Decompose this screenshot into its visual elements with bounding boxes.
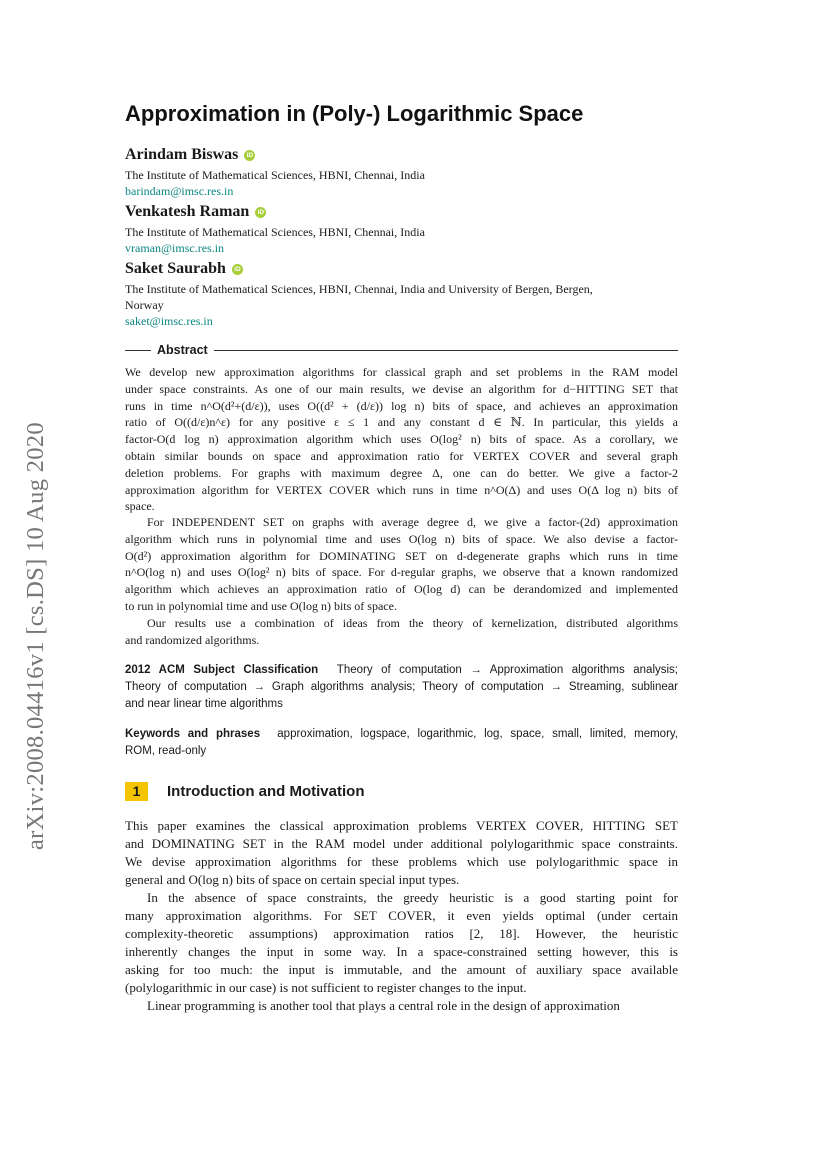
- text-line: and DOMINATING SET in the RAM model under additional polylogarithmic space constraints.: [125, 836, 678, 851]
- author-affiliation: The Institute of Mathematical Sciences, HBNI, Chennai, India: [125, 225, 425, 239]
- text-line: runs in time n^O(d²+(d/ε)), uses O((d² + (d/ε)) log n) bits of space, and achieves an approximation: [125, 398, 678, 413]
- orcid-icon[interactable]: iD: [255, 207, 266, 218]
- text-line: In the absence of space constraints, the greedy heuristic is a good starting point for: [147, 890, 678, 905]
- arxiv-id-text: arXiv:2008.04416v1 [cs.DS] 10 Aug 2020: [22, 422, 49, 850]
- text-line: Linear programming is another tool that plays a central role in the design of approximation: [147, 998, 620, 1013]
- text-line: For INDEPENDENT SET on graphs with average degree d, we give a factor-(2d) approximation: [147, 515, 678, 529]
- text-line: algorithm which achieves an approximation ratio of O(log d) can be derandomized and implemented: [125, 582, 678, 597]
- text-line: Theory of computation → Approximation algorithms analysis;: [336, 664, 679, 676]
- abstract-paragraph: [125, 514, 678, 615]
- text-line: Theory of computation → Graph algorithms analysis; Theory of computation → Streaming, sublinear: [125, 681, 678, 693]
- orcid-icon[interactable]: iD: [244, 150, 255, 161]
- author-name: Venkatesh Raman: [125, 203, 250, 220]
- arxiv-sidebar-stamp: [22, 360, 52, 850]
- text-line: obtain similar bounds on space and approximation ratio for VERTEX COVER and several graph: [125, 448, 678, 463]
- text-line: ROM, read-only: [125, 745, 207, 757]
- text-line: (polylogarithmic in our case) is not sufficient to register changes to the input.: [125, 980, 527, 995]
- intro-paragraph: [125, 889, 678, 997]
- author-block: [125, 145, 685, 199]
- text-line: ratio of O((d/ε)n^ε) for any positive ε ≤ 1 and any constant d ∈ ℕ. In particular, this yields a: [125, 415, 678, 430]
- acm-classification: [125, 660, 678, 713]
- author-email-link[interactable]: barindam@imsc.res.in: [125, 184, 234, 198]
- keywords: [125, 724, 678, 760]
- text-line: O(d²) approximation algorithm for DOMINATING SET on d-degenerate graphs which runs in time: [125, 548, 678, 563]
- acm-label: 2012 ACM Subject Classification: [125, 664, 319, 676]
- author-block: [125, 202, 685, 256]
- intro-paragraph: [125, 997, 678, 1015]
- author-block: [125, 259, 685, 329]
- text-line: deletion problems. For graphs with maximum degree Δ, one can do better. We give a factor-2: [125, 465, 678, 480]
- abstract-paragraph: [125, 364, 678, 515]
- abstract-rule-left: [125, 350, 151, 351]
- text-line: algorithm which runs in polynomial time and uses O(log n) bits of space. We also devise a factor-: [125, 531, 678, 546]
- paper-title: Approximation in (Poly-) Logarithmic Space: [125, 101, 584, 126]
- author-affiliation: The Institute of Mathematical Sciences, HBNI, Chennai, India: [125, 168, 425, 182]
- text-line: This paper examines the classical approximation problems VERTEX COVER, HITTING SET: [125, 818, 678, 833]
- text-line: approximation algorithm for VERTEX COVER which runs in time n^O(Δ) and uses O(Δ log n) bits of: [125, 482, 678, 497]
- author-name: Saket Saurabh: [125, 260, 226, 277]
- text-line: and near linear time algorithms: [125, 698, 283, 710]
- text-line: complexity-theoretic assumptions) approximation ratios [2, 18]. However, the heuristic: [125, 926, 678, 941]
- author-affiliation-cont: Norway: [125, 298, 164, 312]
- text-line: to run in polynomial time and use O(log n) bits of space.: [125, 598, 397, 613]
- text-line: space.: [125, 499, 155, 514]
- abstract-paragraph: [125, 615, 678, 649]
- section-title: Introduction and Motivation: [167, 782, 365, 800]
- text-line: approximation, logspace, logarithmic, log, space, small, limited, memory,: [277, 728, 679, 740]
- intro-paragraph: [125, 817, 678, 889]
- text-line: and randomized algorithms.: [125, 632, 260, 647]
- text-line: n^O(log n) and uses O(log² n) bits of space. For d-regular graphs, we observe that a known randomized: [125, 565, 678, 580]
- text-line: many approximation algorithms. For SET COVER, it even yields optimal (under certain: [125, 908, 678, 923]
- section-heading: [125, 781, 364, 801]
- text-line: asking for too much: the input is immutable, and the amount of auxiliary space available: [125, 962, 678, 977]
- author-email-link[interactable]: saket@imsc.res.in: [125, 314, 213, 328]
- abstract-rule-right: [214, 350, 678, 351]
- text-line: inherently changes the input in some way. In a space-constrained setting however, this is: [125, 944, 678, 959]
- text-line: We devise approximation algorithms for these problems which use polylogarithmic space in: [125, 854, 678, 869]
- author-email-link[interactable]: vraman@imsc.res.in: [125, 241, 225, 255]
- section-number-badge: 1: [125, 782, 148, 801]
- text-line: We develop new approximation algorithms for classical graph and set problems in the RAM model: [125, 365, 678, 379]
- author-affiliation: The Institute of Mathematical Sciences, HBNI, Chennai, India and University of Bergen, Bergen,: [125, 282, 593, 296]
- text-line: general and O(log n) bits of space on certain special input types.: [125, 872, 460, 887]
- text-line: factor-O(d log n) approximation algorithm which uses O(log² n) bits of space. As a corollary, we: [125, 432, 678, 447]
- keywords-label: Keywords and phrases: [125, 728, 261, 740]
- orcid-icon[interactable]: iD: [232, 264, 243, 275]
- text-line: under space constraints. As one of our main results, we devise an algorithm for d−HITTING SET that: [125, 381, 678, 396]
- abstract-heading: [125, 342, 678, 358]
- text-line: Our results use a combination of ideas from the theory of kernelization, distributed algorithms: [147, 616, 678, 630]
- author-name: Arindam Biswas: [125, 146, 239, 163]
- abstract-heading-label: Abstract: [157, 343, 208, 357]
